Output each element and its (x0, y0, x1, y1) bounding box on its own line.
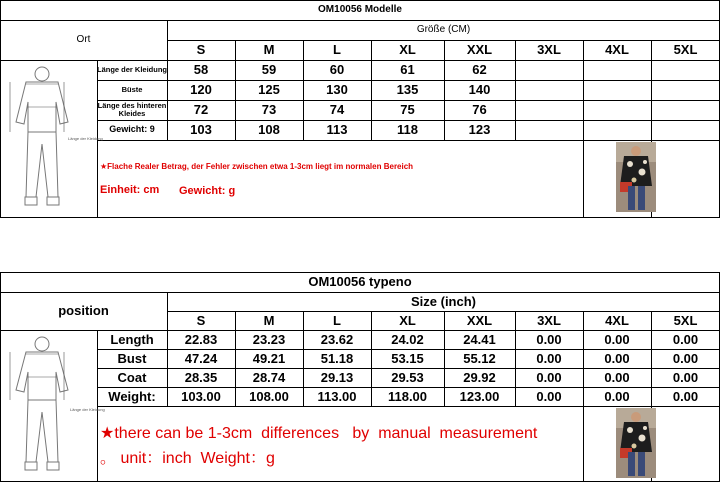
table-cell: 49.21 (252, 350, 286, 366)
table-cell: 103.00 (181, 388, 221, 404)
table-cell: 0.00 (604, 388, 630, 404)
size-label: S (196, 42, 206, 58)
diagram-caption: Länge der Kleidung (70, 407, 105, 412)
table-cell: 23.23 (252, 331, 286, 347)
size-label: 3XL (537, 312, 561, 328)
size-label: M (263, 42, 275, 58)
table-cell: 0.00 (604, 350, 630, 366)
size-label: XXL (466, 42, 493, 58)
table-cell: 60 (329, 62, 345, 78)
size-label: 5XL (673, 312, 698, 328)
table-cell: 0.00 (536, 331, 562, 347)
table-cell: 0.00 (672, 331, 699, 347)
table-cell: 72 (193, 102, 209, 118)
row-label: Coat (117, 369, 147, 385)
table-cell: 135 (396, 82, 419, 98)
table-cell: 23.62 (320, 331, 354, 347)
table-cell: 47.24 (184, 350, 218, 366)
row-label: Length (110, 331, 154, 347)
weight-unit-note: Gewicht: g (179, 185, 236, 197)
diagram-caption: Länge der Kleidung (68, 136, 103, 141)
table-cell: 28.74 (252, 369, 286, 385)
table-cell: 0.00 (604, 331, 630, 347)
table-cell: 24.41 (463, 331, 496, 347)
table-cell: 29.53 (391, 369, 424, 385)
table-cell: 62 (472, 62, 487, 78)
table-cell: 51.18 (320, 350, 354, 366)
table-cell: 75 (400, 102, 415, 118)
table-cell: 0.00 (672, 369, 699, 385)
position-header: position (58, 303, 109, 319)
table-cell: 0.00 (604, 369, 630, 385)
measurement-note: ★there can be 1-3cm differences by manual measurement (100, 425, 538, 442)
unit-note: 。 unit：inch Weight：g (100, 450, 275, 467)
table-title: OM10056 Modelle (318, 3, 402, 15)
measurement-note: ★Flache Realer Betrag, der Fehler zwischen etwa 1-3cm liegt im normalen Bereich (100, 162, 414, 171)
table-cell: 118.00 (387, 388, 428, 404)
table-cell: 108.00 (249, 388, 289, 404)
size-label: 3XL (537, 42, 561, 58)
size-label: XL (399, 312, 416, 328)
table-cell: 130 (326, 82, 348, 98)
table-cell: 118 (397, 122, 418, 138)
row-label: Weight: (108, 388, 156, 404)
table-cell: 0.00 (536, 350, 562, 366)
row-label: Gewicht: 9 (109, 124, 155, 135)
table-cell: 73 (261, 102, 277, 118)
size-label: L (333, 42, 341, 58)
table-cell: 61 (400, 62, 415, 78)
table-cell: 29.13 (320, 369, 354, 385)
table-cell: 0.00 (536, 388, 562, 404)
size-label: M (263, 312, 275, 328)
table-cell: 22.83 (184, 331, 218, 347)
table-cell: 120 (190, 82, 212, 98)
table-cell: 24.02 (391, 331, 424, 347)
size-label: 4XL (605, 312, 629, 328)
row-label: Büste (121, 85, 143, 95)
table-cell: 108 (258, 122, 280, 138)
table-cell: 0.00 (672, 350, 699, 366)
product-photo (616, 142, 656, 212)
row-label: Länge der Kleidung (97, 65, 168, 75)
table-cell: 140 (468, 82, 491, 98)
size-label: 5XL (673, 42, 698, 58)
table-cell: 58 (193, 62, 209, 78)
row-label: Bust (117, 350, 147, 366)
size-label: S (196, 312, 206, 328)
table-cell: 103 (190, 122, 212, 138)
size-header: Size (inch) (410, 293, 476, 309)
table-cell: 53.15 (391, 350, 424, 366)
table-cell: 28.35 (184, 369, 218, 385)
size-label: L (333, 312, 341, 328)
row-label: Länge des hinteren Kleides (97, 101, 167, 118)
size-header: Größe (CM) (416, 23, 471, 35)
size-label: XXL (466, 312, 493, 328)
product-photo (616, 408, 656, 478)
table-cell: 113 (326, 122, 348, 138)
table-cell: 29.92 (463, 369, 496, 385)
table-cell: 0.00 (672, 388, 699, 404)
table-cell: 59 (261, 62, 277, 78)
table-cell: 74 (329, 102, 345, 118)
table-cell: 123.00 (459, 388, 500, 404)
table-title: OM10056 typeno (308, 274, 412, 290)
garment-diagram (2, 332, 96, 480)
position-header: Ort (76, 33, 91, 45)
table-cell: 125 (258, 82, 280, 98)
unit-note: Einheit: cm (100, 184, 160, 196)
table-cell: 113.00 (317, 388, 357, 404)
table-cell: 76 (472, 102, 487, 118)
size-label: 4XL (605, 42, 629, 58)
size-label: XL (399, 42, 416, 58)
table-cell: 123 (468, 122, 491, 138)
table-cell: 55.12 (463, 350, 496, 366)
table-cell: 0.00 (536, 369, 562, 385)
